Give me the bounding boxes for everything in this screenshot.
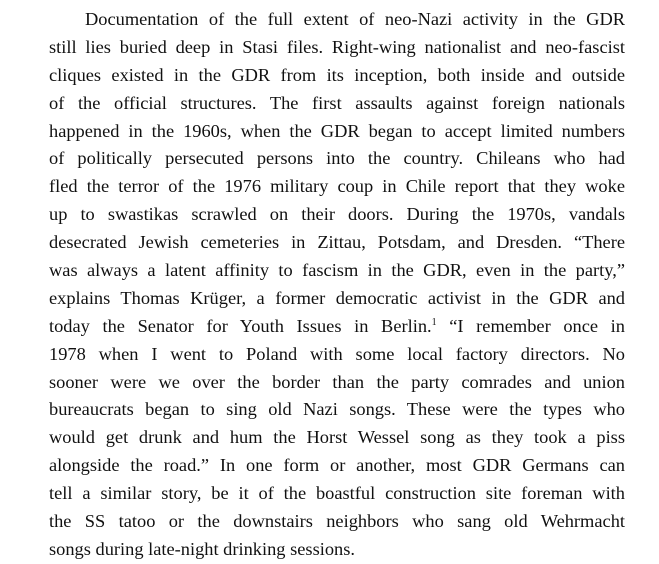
text-line: of politically persecuted persons into the country. Chileans who had [49, 148, 625, 169]
text-line: bureaucrats began to sing old Nazi songs. These were the types who [49, 399, 625, 420]
text-line: desecrated Jewish cemeteries in Zittau, Potsdam, and Dresden. “There [49, 232, 625, 253]
text-line: cliques existed in the GDR from its inception, both inside and outside [49, 64, 625, 85]
text-line: tell a similar story, be it of the boastful construction site foreman with [49, 483, 625, 504]
text-line: fled the terror of the 1976 military coup in Chile report that they woke [49, 176, 625, 197]
text-line: of the official structures. The first assaults against foreign nationals [49, 92, 625, 113]
text-line: explains Thomas Krüger, a former democratic activist in the GDR and [49, 287, 625, 308]
text-segment: today the Senator for Youth Issues in Berlin. [49, 315, 432, 336]
text-line: Documentation of the full extent of neo-Nazi activity in the GDR [85, 9, 625, 29]
text-line: alongside the road.” In one form or another, most GDR Germans can [49, 455, 625, 476]
text-line: would get drunk and hum the Horst Wessel song as they took a piss [49, 427, 625, 448]
text-segment: “I remember once in [436, 315, 625, 336]
text-line: still lies buried deep in Stasi files. Right-wing nationalist and neo-fascist [49, 36, 625, 57]
text-line: was always a latent affinity to fascism in the GDR, even in the party,” [49, 260, 625, 281]
text-line: up to swastikas scrawled on their doors. During the 1970s, vandals [49, 204, 625, 225]
text-line: the SS tatoo or the downstairs neighbors who sang old Wehrmacht [49, 511, 625, 532]
text-line: 1978 when I went to Poland with some local factory directors. No [49, 343, 625, 364]
footnote-marker[interactable]: 1 [431, 316, 437, 328]
text-line: songs during late-night drinking sessions. [49, 538, 355, 559]
text-line: happened in the 1960s, when the GDR began to accept limited numbers [49, 120, 625, 141]
document-page [49, 6, 625, 564]
text-line-with-footnote [49, 313, 625, 341]
body-paragraph [49, 6, 625, 564]
text-line: sooner were we over the border than the party comrades and union [49, 371, 625, 392]
